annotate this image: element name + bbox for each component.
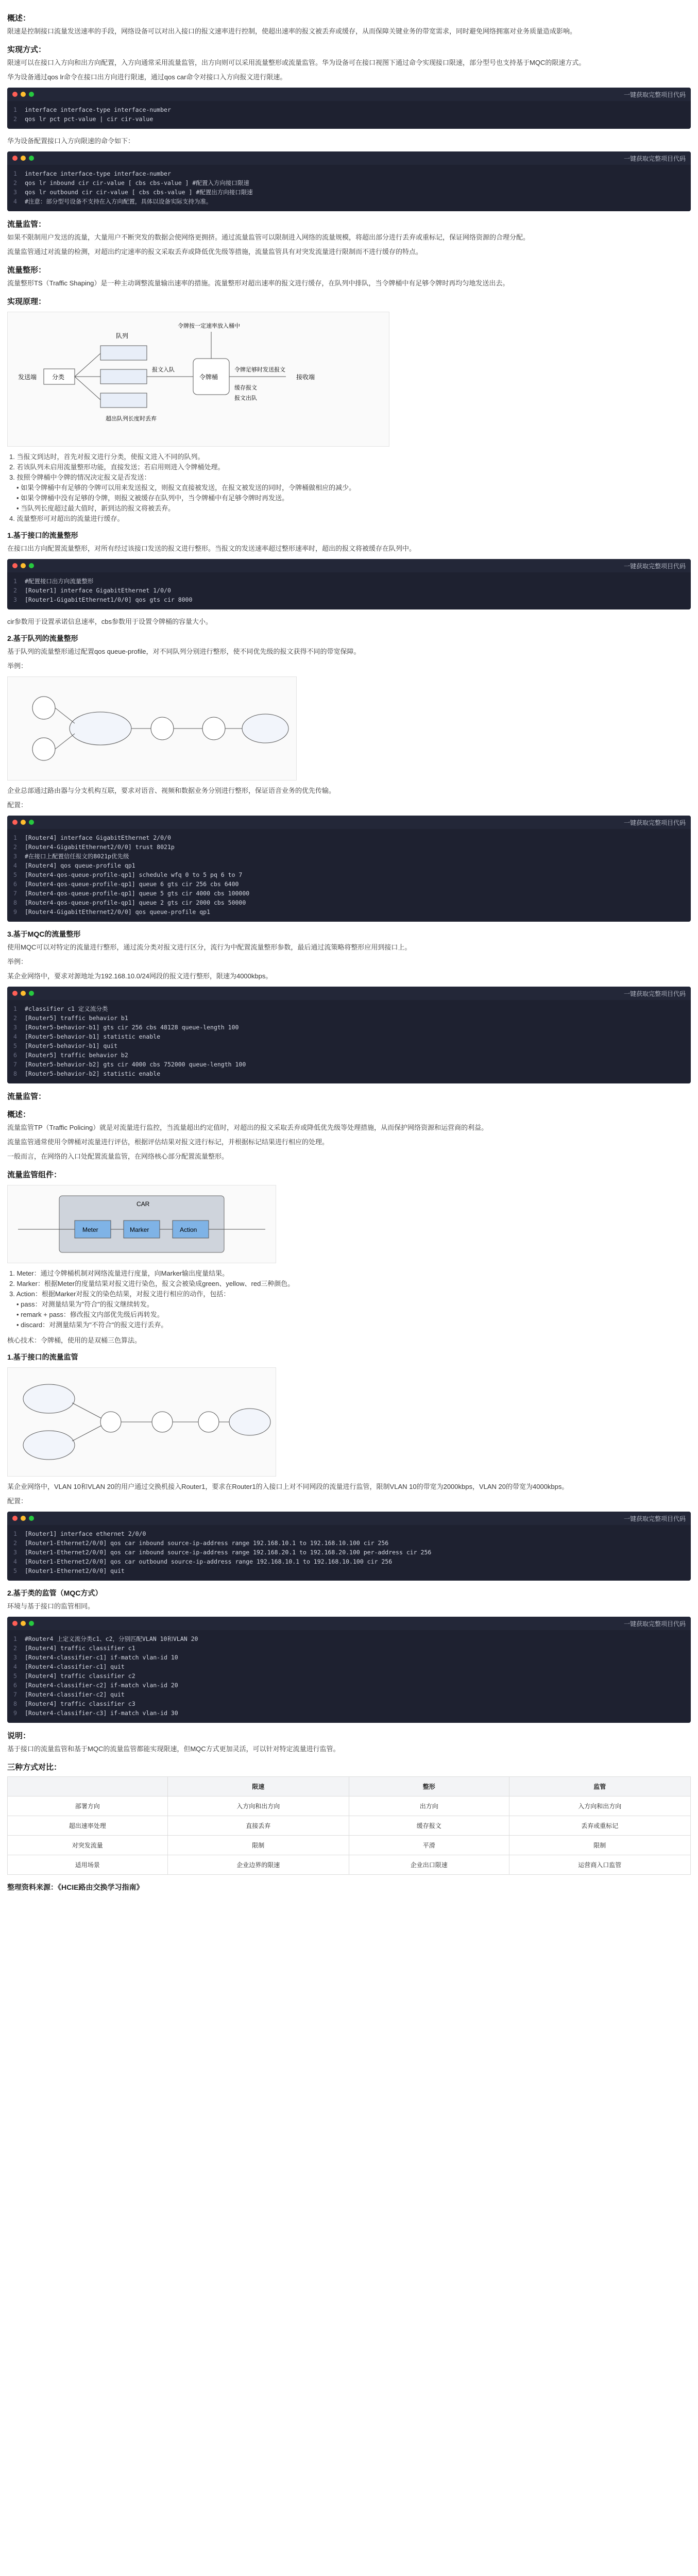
list-item: 3. Action：根据Marker对报文的染色结果，对报文进行相应的动作，包括： — [9, 1290, 230, 1298]
heading-implementation: 实现方式： — [7, 45, 46, 54]
code-line: 2 [Router1-Ethernet2/0/0] qos car inbound source-ip-address range 192.168.10.1 to 192.168.10.100 cir 256 — [13, 1539, 389, 1547]
table-header: 整形 — [349, 1777, 509, 1797]
arrow — [75, 377, 100, 400]
paragraph: 限速可以在接口入方向和出方向配置，入方向通常采用流量监管，出方向则可以采用流量整形或流量监管。华为设备可在接口视图下通过命令实现接口限速，部分型号也支持基于MQC的限速方式。 — [7, 59, 586, 66]
list-item: • 如果令牌桶中没有足够的令牌，则报文被缓存在队列中，当令牌桶中有足够令牌时再发送。 — [16, 494, 289, 502]
copy-code-button[interactable]: 一键获取完整项目代码 — [623, 91, 686, 98]
heading-mqc-shaping: 3.基于MQC的流量整形 — [7, 930, 81, 938]
router-icon — [202, 717, 225, 740]
paragraph: 华为设备通过qos lr命令在接口出方向进行限速，通过qos car命令对接口入方向报文进行限速。 — [7, 73, 287, 81]
queue-box — [100, 393, 147, 408]
code-lines — [7, 1525, 691, 1581]
code-block — [7, 1512, 691, 1581]
label-car: CAR — [137, 1200, 150, 1208]
list-item: 3. 按照令牌桶中令牌的情况决定报文是否发送： — [9, 473, 151, 481]
paragraph: 企业总部通过路由器与分支机构互联，要求对语音、视频和数据业务分别进行整形，保证语音业务的优先传输。 — [7, 787, 336, 794]
list-item: 4. 流量整形可对超出的流量进行缓存。 — [9, 515, 124, 522]
code-line: 2 [Router4-GigabitEthernet2/0/0] trust 8021p — [13, 843, 175, 851]
heading-principle: 实现原理： — [7, 297, 46, 306]
heading-queue-shaping: 2.基于队列的流量整形 — [7, 634, 78, 642]
label-config: 配置： — [7, 1497, 28, 1505]
paragraph: 限速是控制接口流量发送速率的手段，网络设备可以对出入接口的报文速率进行控制，使超出速率的报文被丢弃或缓存，从而保障关键业务的带宽需求，同时避免网络拥塞对业务质量造成影响。 — [7, 27, 577, 35]
code-line: 4 [Router4-classifier-c1] quit — [13, 1663, 125, 1670]
copy-code-button[interactable]: 一键获取完整项目代码 — [623, 562, 686, 570]
heading-shaping: 流量整形： — [7, 266, 46, 275]
code-line: 1 interface interface-type interface-number — [13, 106, 171, 113]
code-line: 2 qos lr pct pct-value | cir cir-value — [13, 115, 154, 123]
shaping-diagram-svg — [8, 312, 389, 446]
window-dots-icon — [12, 991, 34, 996]
code-line: 1 interface interface-type interface-number — [13, 170, 171, 177]
code-line: 8 [Router5-behavior-b2] statistic enable — [13, 1070, 161, 1077]
copy-code-button[interactable]: 一键获取完整项目代码 — [623, 155, 686, 162]
code-toolbar — [7, 1512, 691, 1525]
wan-cloud-icon — [229, 1409, 270, 1435]
table-row: 部署方向 入方向和出方向 出方向 入方向和出方向 — [8, 1797, 691, 1816]
list-item: 1. Meter：通过令牌桶机制对网络流量进行度量，向Marker输出度量结果。 — [9, 1269, 229, 1277]
label-meter: Meter — [82, 1226, 98, 1233]
code-line: 1 [Router1] interface ethernet 2/0/0 — [13, 1530, 146, 1537]
code-line: 2 qos lr inbound cir cir-value [ cbs cbs-value ] #配置入方向接口限速 — [13, 179, 249, 187]
label-buffer: 缓存报文 — [234, 385, 257, 391]
vlan-topology-svg — [8, 1368, 276, 1476]
heading-interface-shaping: 1.基于接口的流量整形 — [7, 531, 78, 539]
label-config: 配置： — [7, 801, 28, 809]
list-item: • discard：对测量结果为"不符合"的报文进行丢弃。 — [16, 1321, 168, 1329]
table-row: 适用场景 企业边界的限速 企业出口限速 运营商入口监管 — [8, 1855, 691, 1875]
queue-box — [100, 346, 147, 360]
code-line: 2 [Router1] interface GigabitEthernet 1/0/0 — [13, 587, 171, 594]
heading-mqc-policing: 2.基于类的监管（MQC方式） — [7, 1589, 103, 1597]
heading-comparison: 三种方式对比： — [7, 1763, 62, 1772]
list-item: 1. 当报文到达时，首先对报文进行分类，使报文进入不同的队列。 — [9, 453, 205, 461]
paragraph: 基于队列的流量整形通过配置qos queue-profile，对不同队列分别进行整形，使不同优先级的报文获得不同的带宽保障。 — [7, 648, 361, 655]
window-dots-icon — [12, 1621, 34, 1626]
code-block — [7, 151, 691, 211]
code-lines — [7, 1630, 691, 1723]
code-line: 6 [Router4-classifier-c2] if-match vlan-id 20 — [13, 1682, 178, 1689]
label-queue: 队列 — [116, 332, 129, 340]
code-line: 5 [Router4-qos-queue-profile-qp1] schedule wfq 0 to 5 pq 6 to 7 — [13, 871, 243, 878]
label-discard: 超出队列长度时丢弃 — [106, 416, 157, 422]
window-dots-icon — [12, 820, 34, 825]
code-toolbar — [7, 151, 691, 165]
label-send-ok: 令牌足够时发送报文 — [234, 367, 285, 373]
copy-code-button[interactable]: 一键获取完整项目代码 — [623, 1515, 686, 1522]
paragraph: 流量监管TP（Traffic Policing）就是对流量进行监控，当流量超出约定值时，对超出的报文采取丢弃或降低优先级等处理措施，从而保护网络资源和运营商的利益。 — [7, 1124, 488, 1131]
code-toolbar — [7, 88, 691, 101]
code-line: 3 qos lr outbound cir cir-value [ cbs cbs-value ] #配置出方向接口限速 — [13, 189, 253, 196]
window-dots-icon — [12, 92, 34, 97]
list-item: 2. Marker：根据Meter的度量结果对报文进行染色，报文会被染成green、yellow、red三种颜色。 — [9, 1280, 295, 1287]
code-block — [7, 987, 691, 1083]
shaping-diagram — [7, 312, 389, 447]
lan-cloud-icon — [70, 712, 131, 745]
switch-icon — [100, 1412, 121, 1432]
label-action: Action — [180, 1226, 197, 1233]
topology-diagram — [7, 676, 297, 781]
label-bucket: 令牌桶 — [199, 374, 218, 381]
car-diagram — [7, 1185, 276, 1263]
copy-code-button[interactable]: 一键获取完整项目代码 — [623, 1620, 686, 1628]
code-line: 9 [Router4-classifier-c3] if-match vlan-id 30 — [13, 1709, 178, 1717]
window-dots-icon — [12, 563, 34, 568]
code-line: 3 [Router4-classifier-c1] if-match vlan-id 10 — [13, 1654, 178, 1661]
car-diagram-svg — [8, 1185, 276, 1263]
copy-code-button[interactable]: 一键获取完整项目代码 — [623, 819, 686, 826]
list-item: 2. 若该队列未启用流量整形功能，直接发送；若启用则进入令牌桶处理。 — [9, 463, 225, 471]
list-item: • 如果令牌桶中有足够的令牌可以用来发送报文，则报文直接被发送，在报文被发送的同时，令牌桶做相应的减少。 — [16, 484, 356, 492]
paragraph: 流量监管通常使用令牌桶对流量进行评估，根据评估结果对报文进行标记，并根据标记结果进行相应的处理。 — [7, 1138, 329, 1146]
queue-box — [100, 369, 147, 384]
heading-components: 流量监管组件： — [7, 1171, 62, 1179]
router-icon — [32, 738, 55, 760]
paragraph: 环境与基于接口的监管相同。 — [7, 1602, 95, 1610]
code-line: 9 [Router4-GigabitEthernet2/0/0] qos queue-profile qp1 — [13, 908, 211, 916]
heading-concept: 概述： — [7, 14, 31, 23]
code-line: 6 [Router5] traffic behavior b2 — [13, 1052, 128, 1059]
paragraph: 流量监管通过对流量的检测，对超出约定速率的报文采取丢弃或降低优先级等措施，流量监管具有对突发流量进行限制而不进行缓存的特点。 — [7, 248, 423, 256]
code-line: 1 #配置接口出方向流量整形 — [13, 578, 94, 585]
paragraph: 基于接口的流量监管和基于MQC的流量监管都能实现限速，但MQC方式更加灵活，可以针对特定流量进行监管。 — [7, 1745, 340, 1753]
code-line: 4 [Router5-behavior-b1] statistic enable — [13, 1033, 161, 1040]
code-line: 7 [Router4-qos-queue-profile-qp1] queue 5 gts cir 4000 cbs 100000 — [13, 890, 250, 897]
paragraph: 某企业网络中，要求对源地址为192.168.10.0/24网段的报文进行整形，限速为4000kbps。 — [7, 972, 273, 980]
label-marker: Marker — [130, 1226, 149, 1233]
code-line: 3 [Router1-Ethernet2/0/0] qos car inbound source-ip-address range 192.168.20.1 to 192.168.20.100 per-address cir 256 — [13, 1549, 432, 1556]
label-sender: 发送端 — [18, 374, 37, 381]
table-header: 限速 — [167, 1777, 349, 1797]
code-toolbar — [7, 1617, 691, 1630]
code-lines — [7, 829, 691, 922]
code-line: 5 [Router5-behavior-b1] quit — [13, 1042, 118, 1049]
code-line: 4 [Router4] qos queue-profile qp1 — [13, 862, 135, 869]
code-line: 3 [Router1-GigabitEthernet1/0/0] qos gts cir 8000 — [13, 596, 193, 603]
code-toolbar — [7, 816, 691, 829]
paragraph: 某企业网络中，VLAN 10和VLAN 20的用户通过交换机接入Router1，要求在Router1的入接口上对不同网段的流量进行监管，限制VLAN 10的带宽为2000kbps，VLAN 20的带宽为4000kbps。 — [7, 1483, 569, 1490]
paragraph: 在接口出方向配置流量整形，对所有经过该接口发送的报文进行整形。当报文的发送速率超过整形速率时，超出的报文将被缓存在队列中。 — [7, 545, 416, 552]
code-block — [7, 1617, 691, 1723]
copy-code-button[interactable]: 一键获取完整项目代码 — [623, 990, 686, 997]
link — [72, 1426, 101, 1441]
label-receiver: 接收端 — [296, 374, 315, 381]
table-header: 监管 — [509, 1777, 690, 1797]
table-header-row — [8, 1777, 691, 1797]
heading-note: 说明： — [7, 1732, 31, 1740]
code-block — [7, 559, 691, 609]
list-item: • pass：对测量结果为"符合"的报文继续转发。 — [16, 1300, 154, 1308]
table-header — [8, 1777, 168, 1797]
code-line: 1 [Router4] interface GigabitEthernet 2/0/0 — [13, 834, 171, 841]
link — [55, 734, 75, 749]
router-icon — [32, 697, 55, 719]
window-dots-icon — [12, 1516, 34, 1521]
list-item: • remark + pass：修改报文内部优先级后再转发。 — [16, 1311, 164, 1318]
code-line: 7 [Router4-classifier-c2] quit — [13, 1691, 125, 1698]
table-row: 超出速率处理 直接丢弃 缓存报文 丢弃或重标记 — [8, 1816, 691, 1836]
code-lines — [7, 101, 691, 129]
heading-police: 流量监管： — [7, 1092, 46, 1101]
code-line: 2 [Router4] traffic classifier c1 — [13, 1645, 135, 1652]
code-line: 3 #在接口上配置信任报文的8021p优先级 — [13, 853, 129, 860]
paragraph: 流量整形TS（Traffic Shaping）是一种主动调整流量输出速率的措施。流量整形对超出速率的报文进行缓存，在队列中排队，当令牌桶中有足够令牌时再均匀地发送出去。 — [7, 279, 509, 287]
code-line: 6 [Router4-qos-queue-profile-qp1] queue 6 gts cir 256 cbs 6400 — [13, 880, 239, 888]
vlan-cloud-icon — [23, 1384, 75, 1413]
comparison-table — [7, 1776, 691, 1875]
code-line: 5 [Router4] traffic classifier c2 — [13, 1672, 135, 1680]
link — [72, 1403, 101, 1418]
code-toolbar — [7, 559, 691, 572]
code-lines — [7, 572, 691, 609]
code-lines — [7, 165, 691, 211]
link — [55, 708, 75, 723]
vlan-cloud-icon — [23, 1431, 75, 1460]
table-row: 对突发流量 限制 平滑 限制 — [8, 1836, 691, 1855]
heading-concept: 概述： — [7, 1110, 31, 1119]
code-line: 7 [Router5-behavior-b2] gts cir 4000 cbs 752000 queue-length 100 — [13, 1061, 246, 1068]
code-block — [7, 816, 691, 922]
topology-svg — [8, 677, 296, 780]
code-line: 4 [Router1-Ethernet2/0/0] qos car outbound source-ip-address range 192.168.10.1 to 192.168.10.100 cir 256 — [13, 1558, 393, 1565]
code-line: 8 [Router4-qos-queue-profile-qp1] queue 2 gts cir 2000 cbs 50000 — [13, 899, 246, 906]
arrow — [75, 353, 100, 377]
paragraph: 使用MQC可以对特定的流量进行整形，通过流分类对报文进行区分，流行为中配置流量整形参数，最后通过流策略将整形应用到接口上。 — [7, 943, 412, 951]
code-line: 1 #Router4 上定义流分类c1、c2，分别匹配VLAN 10和VLAN 20 — [13, 1635, 198, 1642]
steps-list — [7, 452, 691, 524]
heading-interface-policing: 1.基于接口的流量监管 — [7, 1353, 78, 1361]
code-line: 5 [Router1-Ethernet2/0/0] quit — [13, 1567, 125, 1574]
code-line: 2 [Router5] traffic behavior b1 — [13, 1014, 128, 1022]
vlan-topology-diagram — [7, 1367, 276, 1477]
paragraph: 核心技术：令牌桶，使用的是双桶三色算法。 — [7, 1336, 142, 1344]
label-token-in: 令牌按一定速率放入桶中 — [178, 323, 240, 329]
code-block — [7, 88, 691, 129]
components-list — [7, 1268, 691, 1330]
label-enqueue: 报文入队 — [152, 367, 175, 373]
router-icon — [152, 1412, 173, 1432]
label-example: 举例： — [7, 662, 28, 670]
label-example: 举例： — [7, 958, 28, 965]
router-icon — [198, 1412, 219, 1432]
paragraph: cir参数用于设置承诺信息速率，cbs参数用于设置令牌桶的容量大小。 — [7, 618, 212, 625]
paragraph: 如果不限制用户发送的流量，大量用户不断突发的数据会使网络更拥挤。通过流量监管可以限制进入网络的流量规模，将超出部分进行丢弃或重标记，保证网络资源的合理分配。 — [7, 233, 530, 241]
code-toolbar — [7, 987, 691, 1000]
heading-policing: 流量监管： — [7, 220, 46, 229]
list-item: • 当队列长度超过最大值时，新到达的报文将被丢弃。 — [16, 504, 175, 512]
label-out: 报文出队 — [234, 395, 257, 401]
source-note: 整理资料来源：《HCIE路由交换学习指南》 — [7, 1883, 144, 1891]
label-classify: 分类 — [52, 374, 65, 381]
code-line: 3 [Router5-behavior-b1] gts cir 256 cbs 48128 queue-length 100 — [13, 1024, 239, 1031]
paragraph: 一般而言，在网络的入口处配置流量监管，在网络核心部分配置流量整形。 — [7, 1153, 229, 1160]
code-line: 4 #注意：部分型号设备不支持在入方向配置，具体以设备实际支持为准。 — [13, 198, 212, 205]
window-dots-icon — [12, 156, 34, 161]
code-lines — [7, 1000, 691, 1083]
code-line: 8 [Router4] traffic classifier c3 — [13, 1700, 135, 1707]
router-icon — [151, 717, 174, 740]
paragraph: 华为设备配置接口入方向限速的命令如下： — [7, 137, 135, 145]
wan-cloud-icon — [242, 714, 288, 743]
code-line: 1 #classifier c1 定义流分类 — [13, 1005, 108, 1012]
